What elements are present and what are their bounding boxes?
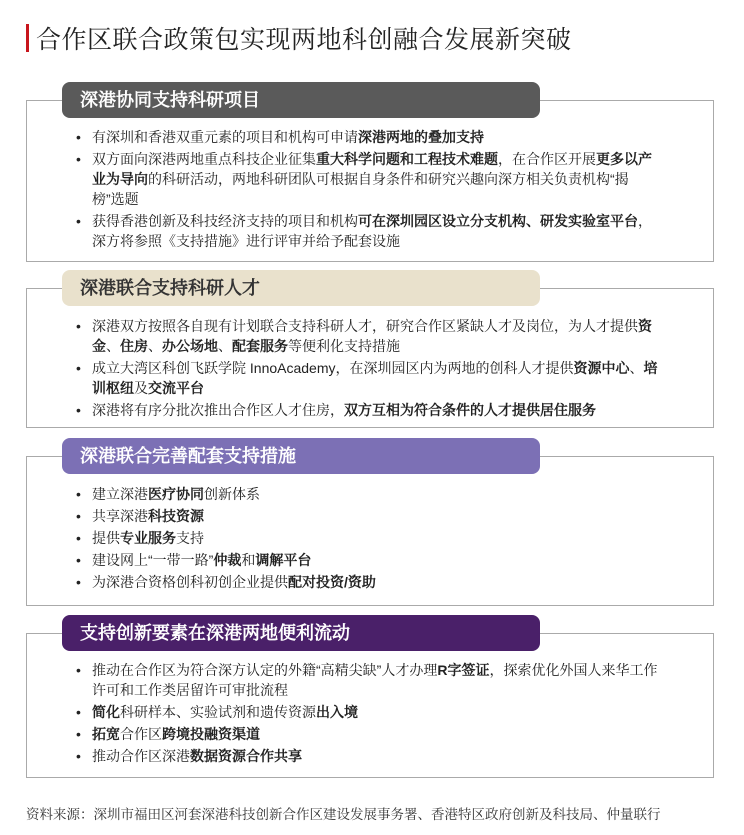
body-text: 的科研活动，两地科研团队可根据自身条件和研究兴趣向深方相关负责机构“揭榜”选题 bbox=[92, 171, 629, 207]
page-title: 合作区联合政策包实现两地科创融合发展新突破 bbox=[36, 26, 572, 54]
body-text: 等便利化支持措施 bbox=[288, 338, 400, 354]
bullet-item bbox=[74, 702, 660, 722]
section-header-4: 支持创新要素在深港两地便利流动 bbox=[62, 615, 540, 651]
body-text: 、 bbox=[148, 338, 162, 354]
body-text: 推动合作区深港 bbox=[92, 748, 190, 764]
body-text: 、 bbox=[106, 338, 120, 354]
body-text: ，探索优化外国人来华工作许可和工作类居留许可审批流程 bbox=[92, 662, 658, 698]
highlight-text: 出入境 bbox=[316, 704, 358, 720]
section-list-1 bbox=[74, 127, 660, 253]
bullet-item bbox=[74, 149, 660, 209]
body-text: 深港将有序分批次推出合作区人才住房， bbox=[92, 402, 344, 418]
highlight-text: 可在深圳园区设立分支机构、研发实验室平台 bbox=[358, 213, 638, 229]
bullet-item bbox=[74, 484, 660, 504]
highlight-text: R字签证 bbox=[437, 662, 490, 678]
highlight-text: 仲裁 bbox=[213, 552, 242, 568]
section-header-3: 深港联合完善配套支持措施 bbox=[62, 438, 540, 474]
bullet-item bbox=[74, 746, 660, 766]
bullet-item bbox=[74, 550, 660, 570]
body-text: 建设网上“一带一路” bbox=[92, 552, 214, 568]
section-list-2 bbox=[74, 316, 660, 422]
highlight-text: 配套服务 bbox=[232, 338, 288, 354]
highlight-text: 住房 bbox=[120, 338, 148, 354]
body-text: 和 bbox=[241, 552, 256, 568]
body-text: 及 bbox=[134, 380, 148, 396]
bullet-item bbox=[74, 316, 660, 356]
highlight-text: 跨境投融资渠道 bbox=[162, 726, 260, 742]
section-list-4 bbox=[74, 660, 660, 768]
highlight-text: 资金 bbox=[92, 318, 652, 354]
title-accent-bar bbox=[26, 24, 29, 52]
body-text: 获得香港创新及科技经济支持的项目和机构 bbox=[92, 213, 358, 229]
highlight-text: 重大科学问题和工程技术难题 bbox=[316, 151, 498, 167]
body-text: 、 bbox=[629, 360, 644, 376]
body-text: 科研样本、实验试剂和遗传资源 bbox=[120, 704, 316, 720]
highlight-text: 拓宽 bbox=[92, 726, 120, 742]
bullet-item bbox=[74, 358, 660, 398]
body-text: ，深方将参照《支持措施》进行评审并给予配套设施 bbox=[92, 213, 652, 249]
body-text: 成立大湾区科创飞跃学院 InnoAcademy，在深圳园区内为两地的创科人才提供 bbox=[92, 360, 574, 376]
body-text: 、 bbox=[218, 338, 232, 354]
highlight-text: 数据资源合作共享 bbox=[190, 748, 302, 764]
bullet-item bbox=[74, 211, 660, 251]
bullet-item bbox=[74, 572, 660, 592]
body-text: 创新体系 bbox=[204, 486, 260, 502]
body-text: 合作区 bbox=[120, 726, 162, 742]
body-text: 有深圳和香港双重元素的项目和机构可申请 bbox=[92, 129, 358, 145]
body-text: 共享深港 bbox=[92, 508, 148, 524]
bullet-item bbox=[74, 724, 660, 744]
highlight-text: 调解平台 bbox=[255, 552, 312, 568]
body-text: 支持 bbox=[176, 530, 204, 546]
body-text: 提供 bbox=[92, 530, 120, 546]
highlight-text: 交流平台 bbox=[148, 380, 204, 396]
bullet-item bbox=[74, 506, 660, 526]
highlight-text: 资源中心 bbox=[573, 360, 630, 376]
section-header-1: 深港协同支持科研项目 bbox=[62, 82, 540, 118]
bullet-item bbox=[74, 660, 660, 700]
bullet-item bbox=[74, 528, 660, 548]
highlight-text: 专业服务 bbox=[120, 530, 176, 546]
body-text: 双方面向深港两地重点科技企业征集 bbox=[92, 151, 316, 167]
body-text: 建立深港 bbox=[92, 486, 148, 502]
bullet-item bbox=[74, 400, 660, 420]
highlight-text: 双方互相为符合条件的人才提供居住服务 bbox=[344, 402, 596, 418]
section-header-2: 深港联合支持科研人才 bbox=[62, 270, 540, 306]
highlight-text: 简化 bbox=[92, 704, 120, 720]
highlight-text: 配对投资/资助 bbox=[288, 574, 376, 590]
source-note: 资料来源：深圳市福田区河套深港科技创新合作区建设发展事务署、香港特区政府创新及科技局、仲量联行 bbox=[26, 807, 661, 822]
body-text: 为深港合资格创科初创企业提供 bbox=[92, 574, 288, 590]
highlight-text: 办公场地 bbox=[162, 338, 218, 354]
highlight-text: 培训枢纽 bbox=[92, 360, 658, 396]
highlight-text: 医疗协同 bbox=[148, 486, 204, 502]
section-list-3 bbox=[74, 484, 660, 594]
highlight-text: 更多以产业为导向 bbox=[92, 151, 652, 187]
highlight-text: 深港两地的叠加支持 bbox=[358, 129, 484, 145]
body-text: 推动在合作区为符合深方认定的外籍“高精尖缺”人才办理 bbox=[92, 662, 438, 678]
bullet-item bbox=[74, 127, 660, 147]
body-text: ，在合作区开展 bbox=[498, 151, 596, 167]
highlight-text: 科技资源 bbox=[148, 508, 204, 524]
body-text: 深港双方按照各自现有计划联合支持科研人才，研究合作区紧缺人才及岗位，为人才提供 bbox=[92, 318, 638, 334]
